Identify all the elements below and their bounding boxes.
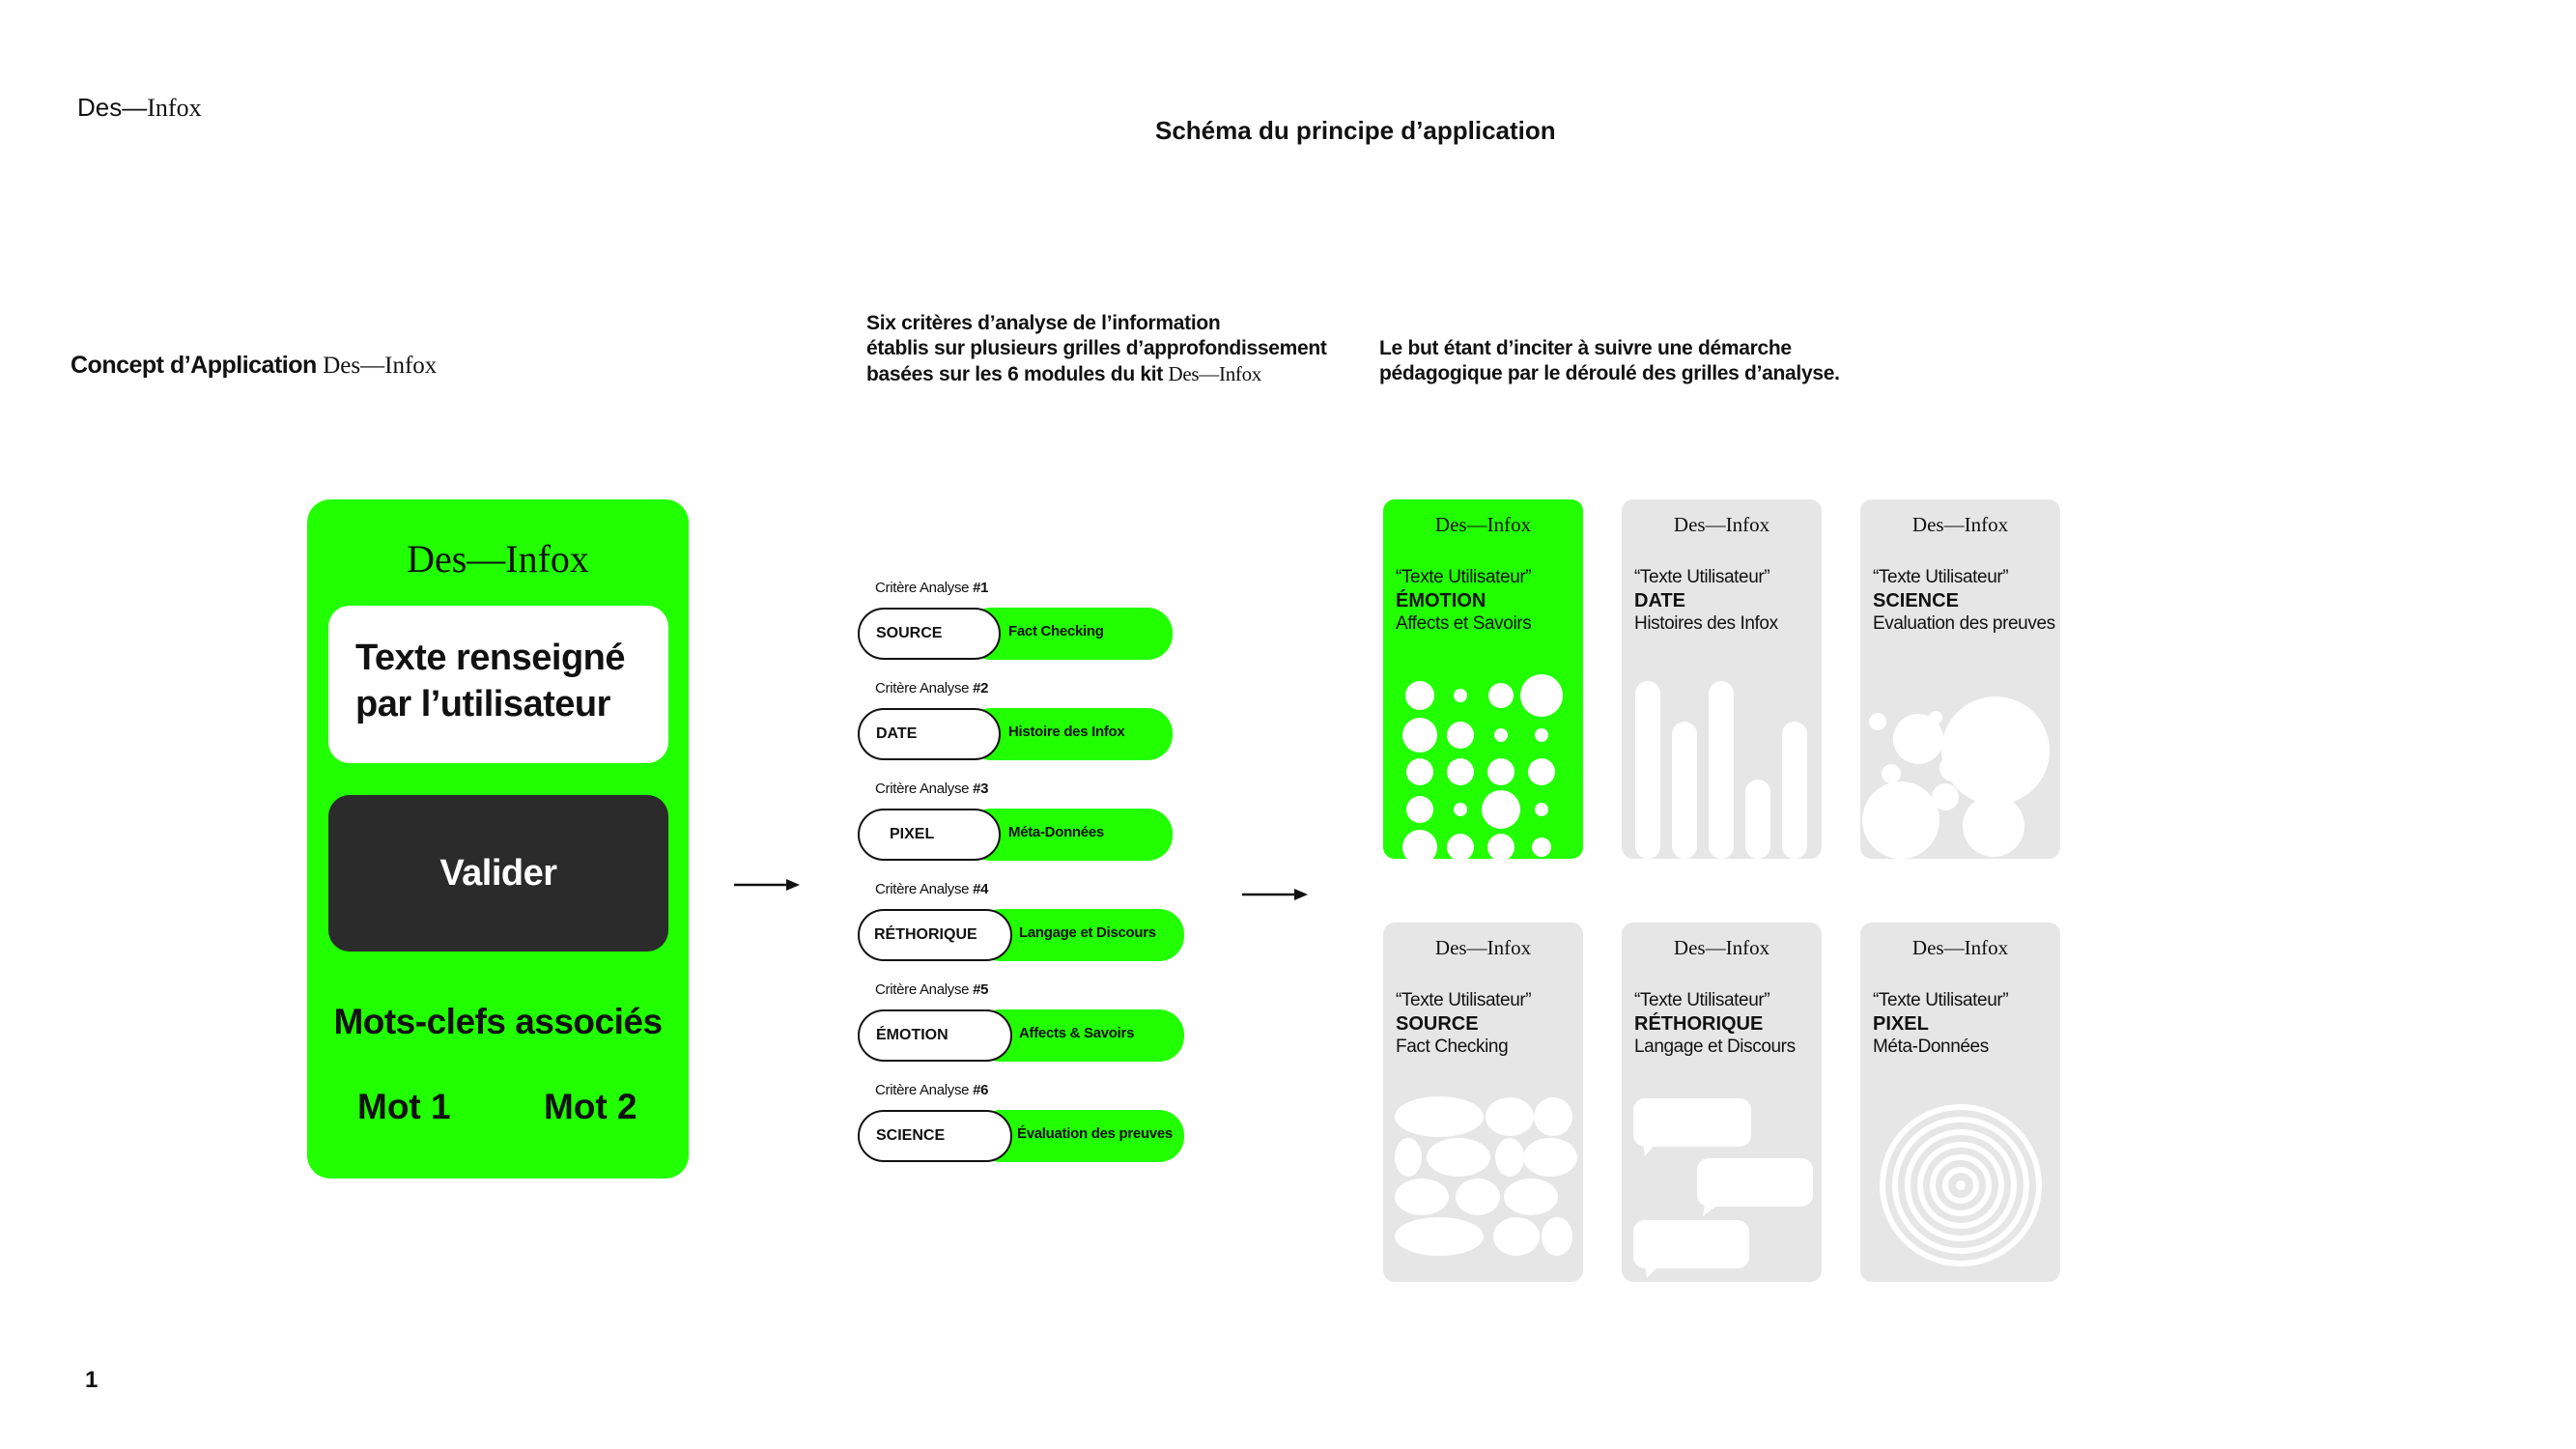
card-subtitle: Méta-Données [1873,1037,1989,1057]
criterion-name: RÉTHORIQUE [874,926,977,943]
card-quote: “Texte Utilisateur” [1634,567,1770,587]
card-category: ÉMOTION [1396,590,1486,611]
card-quote: “Texte Utilisateur” [1873,990,2009,1010]
brand-prefix: Des [77,93,123,122]
card-subtitle: Fact Checking [1396,1037,1509,1057]
card-subtitle: Langage et Discours [1634,1037,1796,1057]
concept-label: Concept d’Application [71,352,317,379]
criterion-label: Critère Analyse #3 [875,781,989,797]
criterion-name: SOURCE [876,625,943,641]
criterion-label: Critère Analyse #4 [875,881,989,897]
arrow-right-icon [732,875,802,895]
criterion-desc: Langage et Discours [1019,924,1156,941]
card-quote: “Texte Utilisateur” [1634,990,1770,1010]
card-brand: Des—Infox [1911,513,2009,536]
card-category: SOURCE [1396,1013,1479,1035]
concept-brand: Des—Infox [323,353,438,379]
criteria-intro-line2: établis sur plusieurs grilles d’approfondissement [866,337,1327,359]
keyword-1[interactable]: Mot 1 [357,1087,451,1126]
goal-intro [1379,336,1840,386]
criterion-label: Critère Analyse #2 [875,680,989,696]
criterion-desc: Affects & Savoirs [1019,1025,1135,1041]
criterion-name: SCIENCE [876,1127,946,1144]
criterion-label: Critère Analyse #5 [875,981,989,998]
card-category: DATE [1634,590,1685,611]
card-category: PIXEL [1873,1013,1929,1035]
card-brand: Des—Infox [1434,936,1532,959]
phone-mockup [307,499,689,1179]
user-text-line1: Texte renseigné [355,638,626,678]
card-subtitle: Evaluation des preuves [1873,613,2055,634]
card-quote: “Texte Utilisateur” [1396,990,1532,1010]
bars-icon [1622,654,1822,859]
user-text-input[interactable] [328,606,668,763]
page-number: 1 [85,1367,99,1393]
card-brand: Des—Infox [1673,513,1770,536]
criterion-desc: Histoire des Infox [1008,724,1125,740]
criteria-intro [866,311,1327,387]
user-text-line2: par l’utilisateur [355,684,610,724]
phone-brand: Des—Infox [407,537,589,581]
card-category: SCIENCE [1873,590,1959,611]
arrow-right-icon [1240,885,1310,904]
result-card-source[interactable] [1383,923,1583,1282]
concentric-circles-icon [1860,1077,2060,1282]
card-quote: “Texte Utilisateur” [1873,567,2009,587]
brand-suffix: Infox [147,94,202,122]
criterion-label: Critère Analyse #6 [875,1082,989,1098]
result-card-pixel[interactable] [1860,923,2060,1282]
criterion-desc: Fact Checking [1008,623,1104,639]
brand-logo [77,93,202,123]
card-brand: Des—Infox [1673,936,1770,959]
criteria-intro-line1: Six critères d’analyse de l’information [866,312,1221,334]
card-brand: Des—Infox [1911,936,2009,959]
criteria-intro-line3: basées sur les 6 modules du kit [866,363,1163,385]
goal-intro-line1: Le but étant d’inciter à suivre une démarche [1379,337,1792,359]
criterion-name: DATE [876,725,918,742]
bubbles-icon [1860,654,2060,859]
brand-dash: — [122,93,148,122]
criterion-desc: Évaluation des preuves [1017,1125,1173,1142]
result-card-science[interactable] [1860,499,2060,859]
card-subtitle: Affects et Savoirs [1396,613,1532,634]
card-category: RÉTHORIQUE [1634,1013,1764,1035]
criterion-desc: Méta-Données [1008,824,1104,840]
criterion-name: ÉMOTION [876,1027,948,1043]
keyword-2[interactable]: Mot 2 [544,1087,637,1126]
page-title: Schéma du principe d’application [1155,116,1556,145]
result-card-rhetoric[interactable] [1622,923,1822,1282]
dots-grid-icon [1383,654,1583,859]
validate-button[interactable]: Valider [328,795,668,952]
criteria-intro-brand: Des—Infox [1168,362,1261,385]
criterion-label: Critère Analyse #1 [875,580,989,596]
speech-bubbles-icon [1622,1077,1822,1282]
goal-intro-line2: pédagogique par le déroulé des grilles d’analyse. [1379,362,1840,384]
ovals-icon [1383,1077,1583,1282]
card-brand: Des—Infox [1434,513,1532,536]
keywords-title: Mots-clefs associés [333,1002,663,1041]
result-card-emotion[interactable] [1383,499,1583,859]
result-card-date[interactable] [1622,499,1822,859]
card-quote: “Texte Utilisateur” [1396,567,1532,587]
criterion-name: PIXEL [890,826,935,842]
card-subtitle: Histoires des Infox [1634,613,1778,634]
concept-heading [71,352,437,380]
